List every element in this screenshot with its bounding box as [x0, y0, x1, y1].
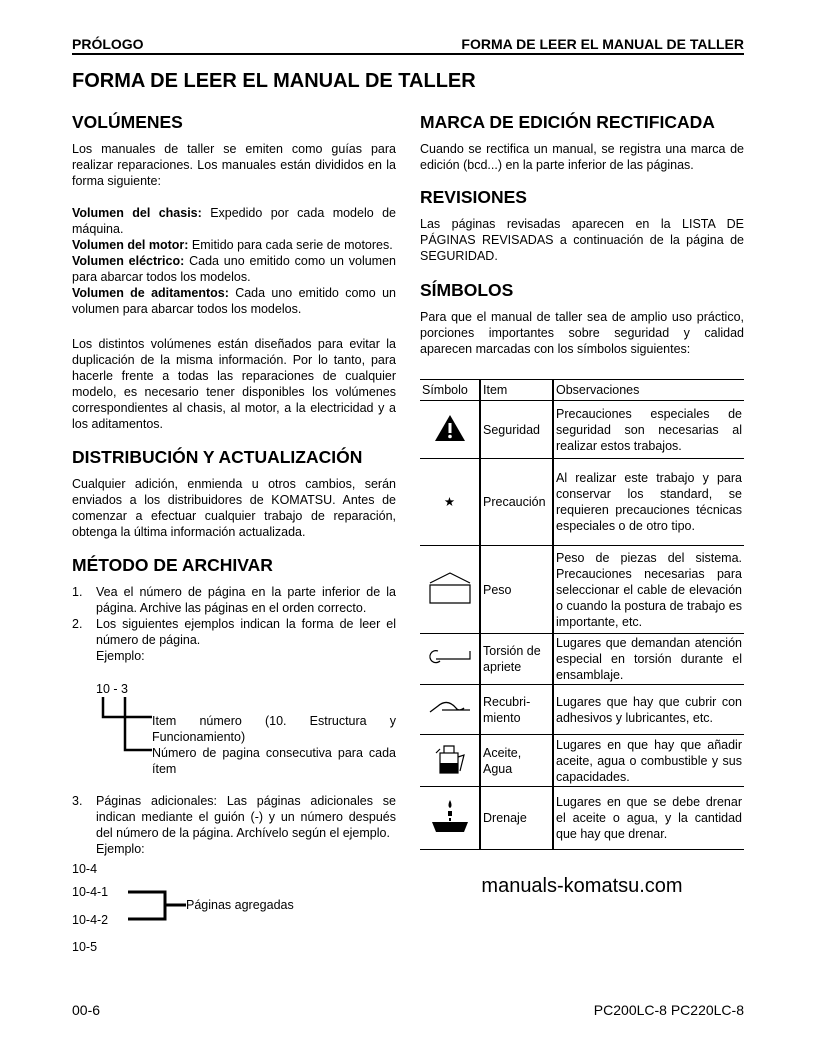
star-icon: ★ [443, 495, 456, 509]
page-title: FORMA DE LEER EL MANUAL DE TALLER [72, 70, 476, 92]
volumenes-outro: Los distintos volúmenes están diseñados para evitar la duplicación de la misma información. Por lo tanto, para hacerle frente a todas las reparaciones de cualquier modelo, es necesario tener disponibles los volúmenes correspondientes al chasis, al motor, a la electricidad y a los aditamentos. [72, 337, 396, 431]
table-row: Aceite, Agua Lugares en que hay que añadir aceite, agua o combustible y sus capacidades. [420, 735, 744, 787]
table-row: Peso Peso de piezas del sistema. Precauciones necesarias para seleccionar el cable de elevación o cuando la postura de trabajo es importante, etc. [420, 546, 744, 634]
page-number-example: 10-4 [72, 862, 98, 876]
volume-item: Volumen del motor: Emitido para cada serie de motores. [72, 238, 393, 252]
example-page-desc: Número de pagina consecutiva para cada ítem [152, 746, 396, 776]
model-name: PC200LC-8 PC220LC-8 [593, 1002, 744, 1018]
table-header [420, 380, 744, 401]
coating-icon [428, 698, 472, 718]
volumenes-intro: Los manuales de taller se emiten como guías para realizar reparaciones. Los manuales están divididos en la forma siguiente: [72, 142, 396, 188]
list-item: 1. Vea el número de página en la parte inferior de la página. Archive las páginas en el orden correcto. [72, 585, 396, 615]
page-number-example: 10-4-1 [72, 885, 109, 899]
table-row: Seguridad Precauciones especiales de seguridad son necesarias al realizar estos trabajos. [420, 401, 744, 459]
page-number-example: 10-5 [72, 940, 98, 954]
drain-icon [430, 798, 470, 834]
symbols-table [420, 379, 744, 850]
example-item-desc: Item número (10. Estructura y Funcionamiento) [152, 714, 396, 744]
bracket-diagram [100, 697, 156, 757]
revisiones-text: Las páginas revisadas aparecen en la LISTA DE PÁGINAS REVISADAS a continuación de la página de SEGURIDAD. [420, 217, 744, 263]
col-header: Símbolo [420, 380, 480, 401]
weight-icon [428, 571, 472, 605]
left-column [72, 112, 396, 955]
header-section: PRÓLOGO [72, 36, 144, 52]
volume-list [72, 205, 396, 317]
page-number: 00-6 [72, 1002, 101, 1018]
example-label: Ejemplo: [96, 649, 145, 663]
heading-marca: MARCA DE EDICIÓN RECTIFICADA [420, 112, 715, 132]
heading-metodo: MÉTODO DE ARCHIVAR [72, 555, 273, 575]
heading-simbolos: SÍMBOLOS [420, 280, 514, 300]
right-column [420, 112, 744, 898]
warning-triangle-icon [434, 414, 466, 442]
list-item: 2. Los siguientes ejemplos indican la forma de leer el número de página. [72, 617, 396, 647]
example-code: 10 - 3 [96, 682, 128, 696]
added-pages-label: Páginas agregadas [186, 898, 294, 912]
oil-can-icon [434, 743, 466, 775]
header-title: FORMA DE LEER EL MANUAL DE TALLER [461, 36, 744, 52]
heading-revisiones: REVISIONES [420, 187, 527, 207]
page-number-example: 10-4-2 [72, 913, 109, 927]
volume-item: Volumen eléctrico: Cada uno emitido como un volumen para abarcar todos los modelos. [72, 254, 396, 284]
bracket-diagram [128, 889, 188, 923]
heading-volumenes: VOLÚMENES [72, 112, 183, 132]
volume-item: Volumen del chasis: Expedido por cada modelo de máquina. [72, 206, 396, 236]
table-row: ★ Precaución Al realizar este trabajo y para conservar los standard, se requieren precauciones técnicas especiales o de otro tipo. [420, 459, 744, 546]
table-row: Torsión de apriete Lugares que demandan atención especial en torsión durante el ensamblaje. [420, 634, 744, 685]
table-row: Drenaje Lugares en que se debe drenar el aceite o agua, y la cantidad que hay que drenar. [420, 787, 744, 850]
table-row: Recubri- miento Lugares que hay que cubrir con adhesivos y lubricantes, etc. [420, 685, 744, 735]
example-1 [72, 681, 396, 777]
torque-icon [428, 647, 472, 667]
watermark: manuals-komatsu.com [481, 875, 683, 897]
heading-distribucion: DISTRIBUCIÓN Y ACTUALIZACIÓN [72, 447, 363, 467]
header-rule [72, 53, 744, 55]
simbolos-text: Para que el manual de taller sea de amplio uso práctico, porciones importantes sobre seguridad y calidad aparecen marcadas con los símbolos siguientes: [420, 310, 744, 356]
col-header: Observaciones [553, 380, 744, 401]
example-label: Ejemplo: [96, 842, 145, 856]
col-header: Item [480, 380, 553, 401]
example-2 [72, 859, 396, 955]
distribucion-text: Cualquier adición, enmienda u otros cambios, serán enviados a los distribuidores de KOMATSU. Antes de comenzar a efectuar cualquier trabajo de reparación, obtenga la última información actualizada. [72, 477, 396, 539]
marca-text: Cuando se rectifica un manual, se registra una marca de edición (bcd...) en la parte inferior de las páginas. [420, 142, 744, 172]
volume-item: Volumen de aditamentos: Cada uno emitido como un volumen para abarcar todos los modelos. [72, 286, 396, 316]
list-item: 3. Páginas adicionales: Las páginas adicionales se indican mediante el guión (-) y un número después del número de la página. Archívelo según el ejemplo. [72, 794, 396, 840]
